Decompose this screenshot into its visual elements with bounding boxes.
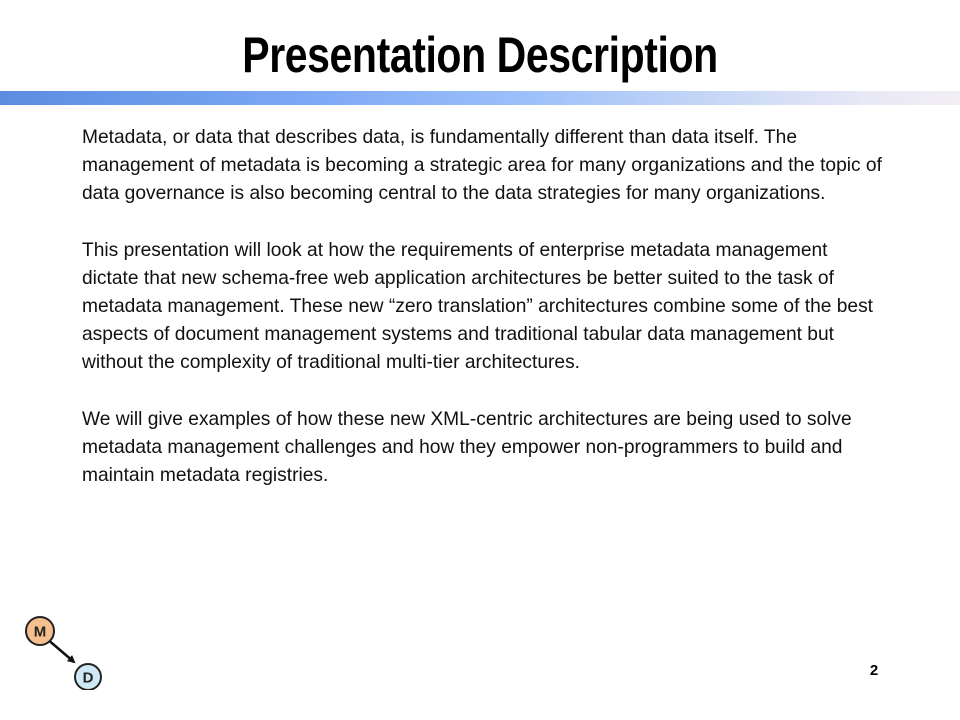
- logo-m-letter: M: [33, 623, 47, 641]
- paragraph-3: We will give examples of how these new XML-centric architectures are being used to solve metadata management challenges and how they empower non-programmers to build and maintain metadata registries.: [82, 408, 852, 487]
- md-logo: [22, 610, 122, 690]
- page-number: 2: [869, 662, 879, 679]
- paragraph-1: Metadata, or data that describes data, is fundamentally different than data itself. The management of metadata is becoming a strategic area for many organizations and the topic of data governance is also becoming central to the data strategies for many organizations.: [82, 127, 882, 205]
- title-gradient-bar: [0, 91, 960, 105]
- slide-title: Presentation Description: [242, 27, 718, 83]
- paragraph-2: This presentation will look at how the requirements of enterprise metadata management dictate that new schema-free web application architectures be better suited to the task of metadata management. These new “zero translation” architectures combine some of the best aspects of document management systems and traditional tabular data management but without the complexity of traditional multi-tier architectures.: [82, 239, 874, 374]
- slide-body: [82, 124, 882, 518]
- logo-d-letter: D: [82, 669, 94, 687]
